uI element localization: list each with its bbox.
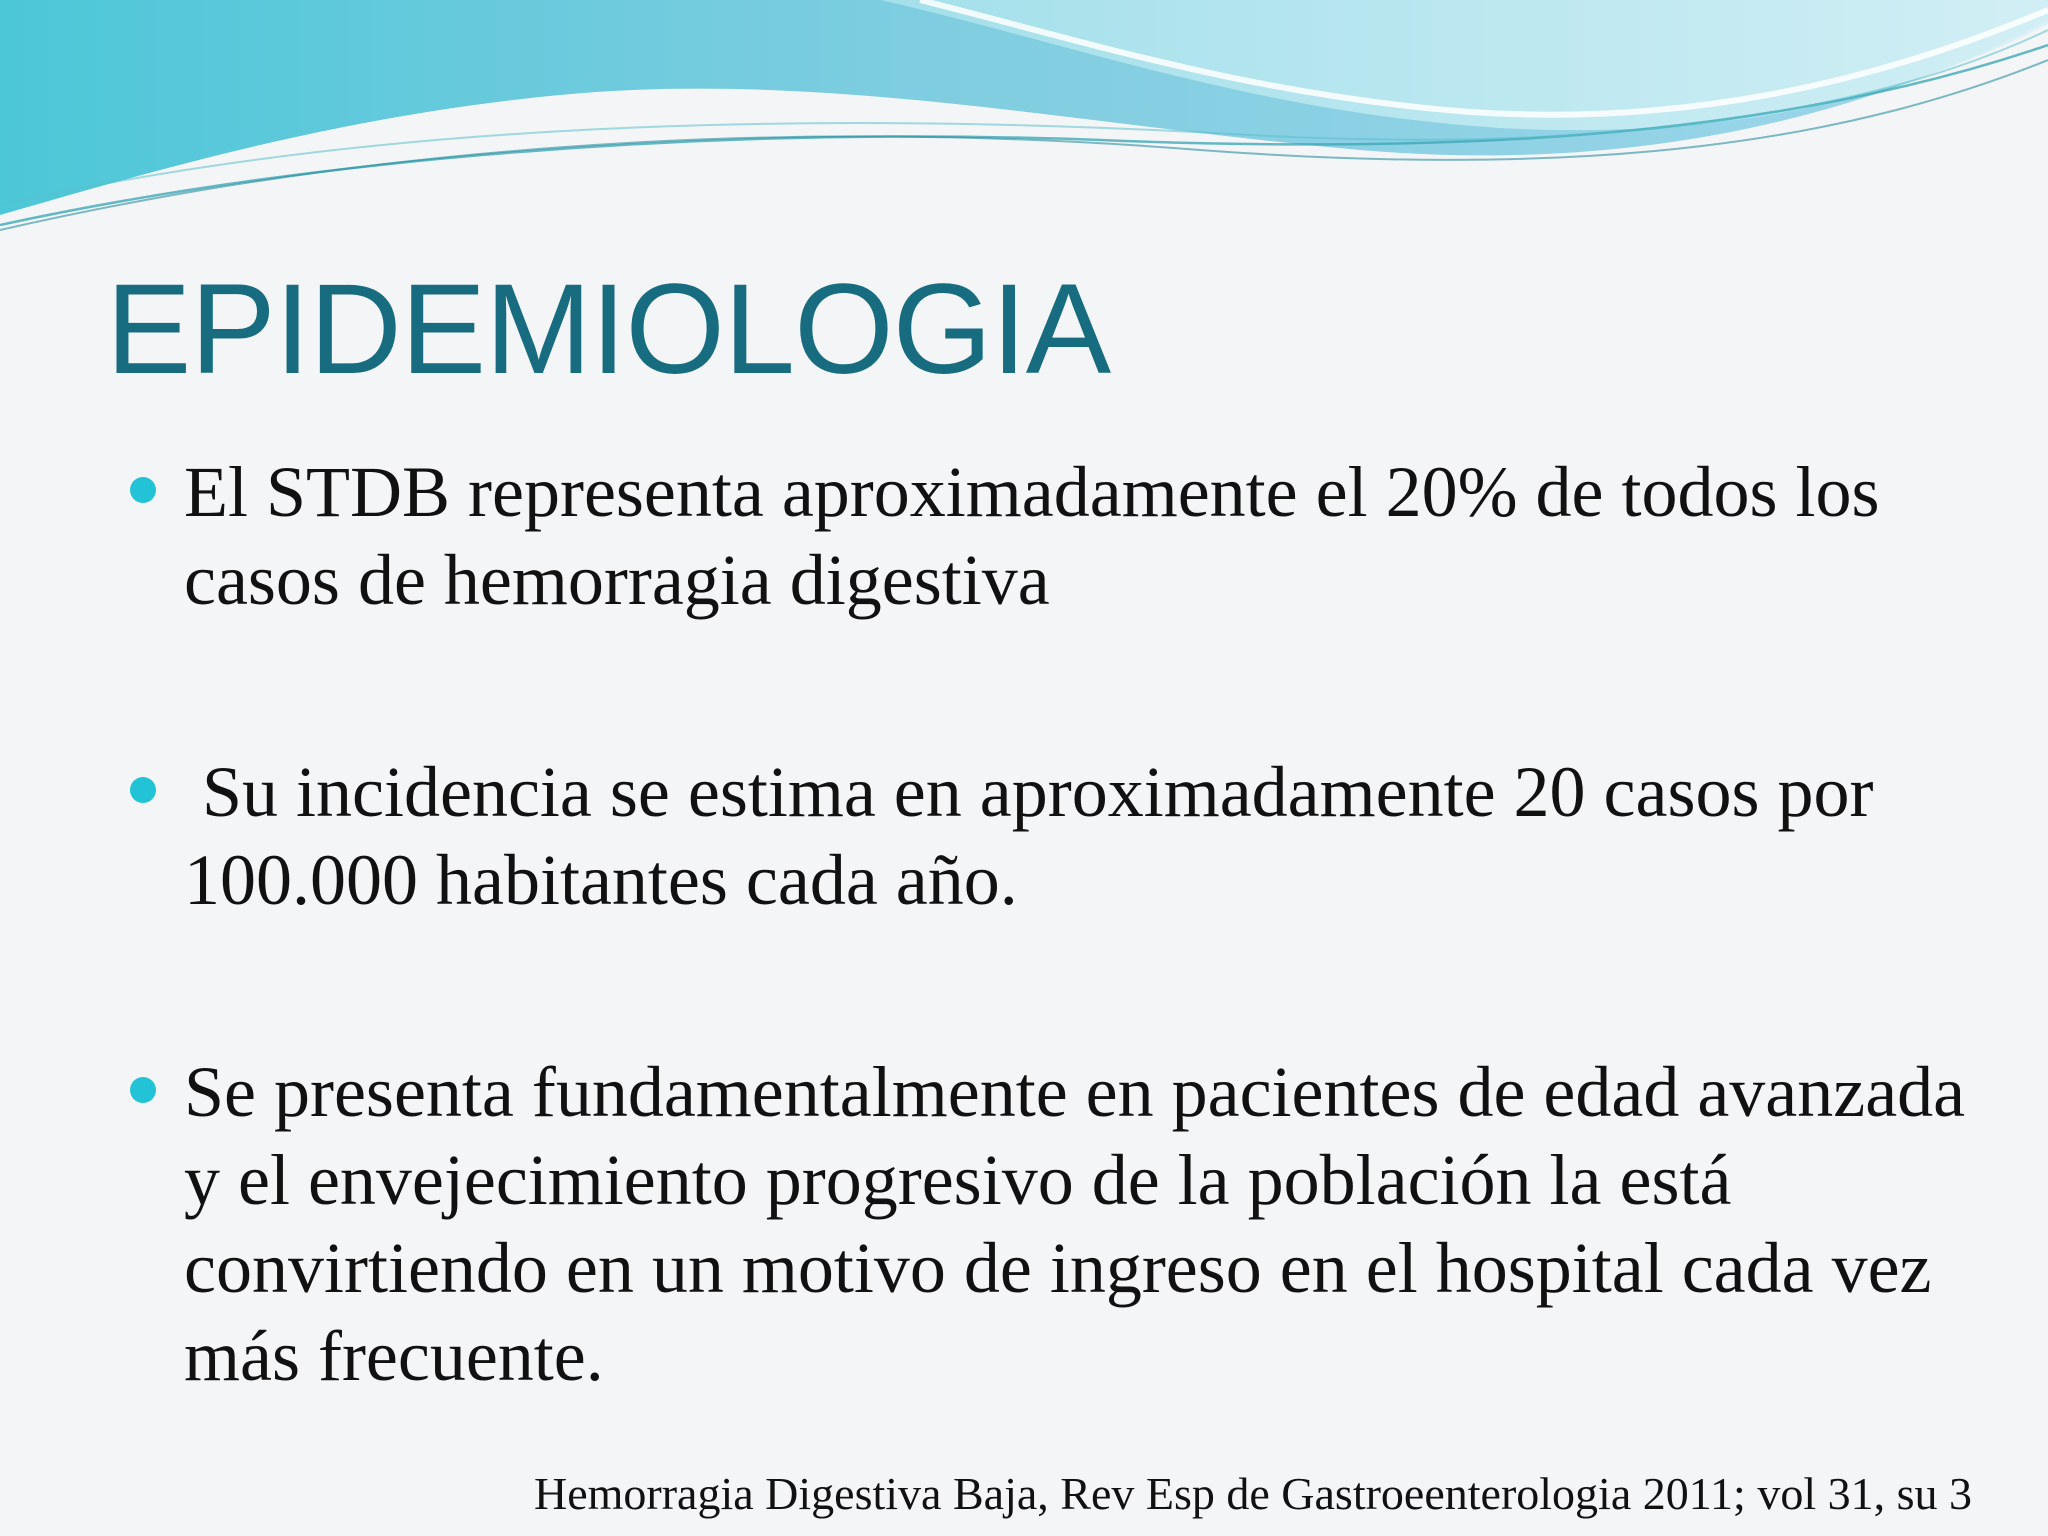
bullet-dot-icon [130,477,156,503]
header-wave-decoration [0,0,2048,260]
bullet-text: Su incidencia se estima en aproximadamente 20 casos por 100.000 habitantes cada año. [184,752,1892,920]
bullet-dot-icon [130,777,156,803]
bullet-item [130,448,1970,624]
slide-title: EPIDEMIOLOGIA [106,258,1111,401]
bullet-text: Se presenta fundamentalmente en pacientes de edad avanzada y el envejecimiento progresivo de la población la está convirtiendo en un motivo de ingreso en el hospital cada vez más frecuente. [184,1052,1966,1396]
citation-footnote: Hemorragia Digestiva Baja, Rev Esp de Gastroeenterologia 2011; vol 31, su 3 [534,1468,1972,1519]
bullet-list [130,448,1970,1400]
bullet-item [130,1048,1970,1400]
bullet-dot-icon [130,1077,156,1103]
bullet-item [130,748,1970,924]
bullet-text: El STDB representa aproximadamente el 20% de todos los casos de hemorragia digestiva [184,452,1880,620]
